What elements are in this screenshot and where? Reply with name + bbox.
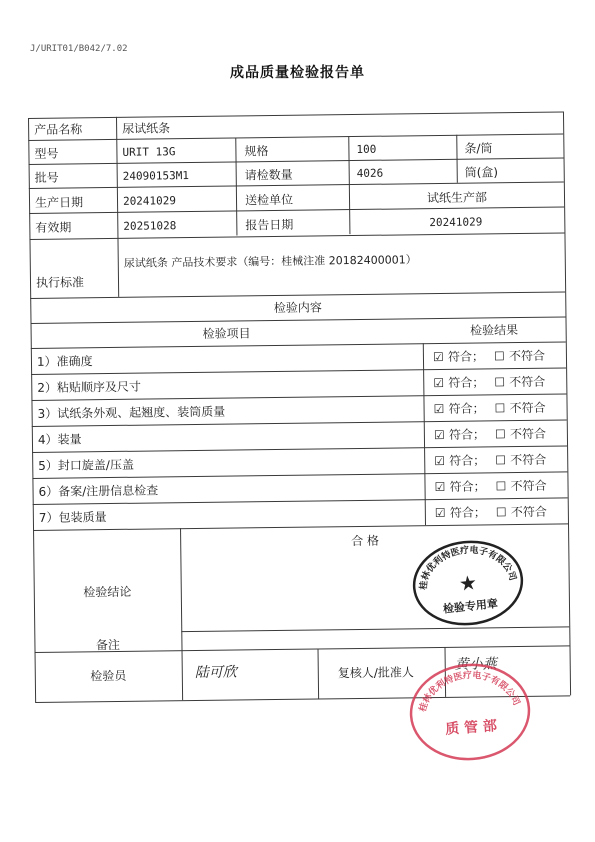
result-fail-label: 不符合 <box>509 400 546 416</box>
model-value: URIT 13G <box>122 145 176 159</box>
spec-unit: 条/筒 <box>464 141 493 156</box>
result-fail-label: 不符合 <box>510 478 547 494</box>
result-pass-check: ☑ <box>434 479 446 495</box>
submitting-unit-label: 送检单位 <box>244 192 294 208</box>
product-name-value: 尿试纸条 <box>122 121 171 136</box>
result-fail-box: ☐ <box>494 427 506 442</box>
approver-signature: 黄小燕 <box>454 656 497 673</box>
result-fail-box: ☐ <box>495 505 507 520</box>
inspection-item: 4）装量 <box>37 432 82 447</box>
result-pass-check: ☑ <box>434 505 446 521</box>
result-fail-box: ☐ <box>494 401 506 416</box>
result-pass-label: 符合； <box>447 349 485 364</box>
inspection-item: 2）粘贴顺序及尺寸 <box>37 379 142 395</box>
report-date-label: 报告日期 <box>245 217 294 233</box>
model-label: 型号 <box>34 146 59 161</box>
inspector-label: 检验员 <box>90 668 127 684</box>
remarks-label: 备注 <box>95 637 121 653</box>
approver-label: 复核人/批准人 <box>337 665 414 681</box>
result-pass-label: 符合； <box>449 479 486 494</box>
production-date-value: 20241029 <box>122 194 177 208</box>
star-icon: ★ <box>457 570 479 596</box>
expiry-date-label: 有效期 <box>35 220 72 235</box>
result-pass-label: 符合； <box>448 427 486 442</box>
result-fail-label: 不符合 <box>509 426 546 442</box>
submitting-unit-value: 试纸生产部 <box>426 190 488 206</box>
production-date-label: 生产日期 <box>34 195 84 210</box>
spec-value: 100 <box>356 142 377 156</box>
result-fail-box: ☐ <box>493 349 505 364</box>
result-column-header: 检验结果 <box>470 323 519 338</box>
conclusion-value: 合 格 <box>351 533 380 549</box>
result-pass-check: ☑ <box>433 375 445 391</box>
report-date-value: 20241029 <box>429 215 483 230</box>
result-pass-check: ☑ <box>433 427 445 443</box>
result-fail-label: 不符合 <box>508 348 546 364</box>
page-title: 成品质量检验报告单 <box>230 65 365 81</box>
quality-dept-stamp <box>405 658 536 766</box>
item-column-header: 检验项目 <box>202 326 251 341</box>
doc-code: J/URIT01/B042/7.02 <box>30 44 128 54</box>
quantity-label: 请检数量 <box>244 167 293 183</box>
inspector-signature: 陆可欣 <box>194 664 237 682</box>
result-fail-box: ☐ <box>495 479 507 494</box>
conclusion-label: 检验结论 <box>83 584 132 600</box>
inspection-seal-label: 检验专用章 <box>442 597 499 616</box>
result-pass-label: 符合； <box>448 401 485 416</box>
standard-value: 尿试纸条 产品技术要求（编号：桂械注准 20182400001） <box>123 253 417 270</box>
standard-label: 执行标准 <box>35 275 85 290</box>
result-pass-check: ☑ <box>434 453 446 469</box>
result-fail-label: 不符合 <box>510 452 547 468</box>
quality-seal-label: 质 管 部 <box>444 718 498 738</box>
inspection-item: 7）包装质量 <box>38 510 107 525</box>
result-pass-label: 符合； <box>448 375 485 390</box>
inspection-seal-text: 桂林优利特医疗电子有限公司 <box>419 545 518 591</box>
quality-seal-text: 桂林优利特医疗电子有限公司 <box>418 670 522 714</box>
result-pass-check: ☑ <box>433 401 445 417</box>
result-pass-label: 符合； <box>449 505 486 520</box>
inspection-item: 6）备案/注册信息检查 <box>38 483 159 499</box>
result-fail-box: ☐ <box>495 453 507 468</box>
quantity-unit: 筒(盒) <box>464 165 499 180</box>
inspection-item: 3）试纸条外观、起翘度、装筒质量 <box>37 404 226 421</box>
inspection-item: 1）准确度 <box>36 354 93 369</box>
result-pass-check: ☑ <box>432 349 444 365</box>
inspection-item: 5）封口旋盖/压盖 <box>38 457 135 473</box>
inspection-seal-stamp <box>408 534 528 631</box>
inspection-section-title: 检验内容 <box>273 300 322 316</box>
expiry-date-value: 20251028 <box>123 219 177 233</box>
result-pass-label: 符合； <box>449 453 486 468</box>
result-fail-label: 不符合 <box>510 504 547 520</box>
batch-value: 24090153M1 <box>122 169 190 183</box>
result-fail-box: ☐ <box>494 375 506 390</box>
batch-label: 批号 <box>34 170 59 185</box>
spec-label: 规格 <box>244 144 269 159</box>
result-fail-label: 不符合 <box>509 374 546 390</box>
product-name-label: 产品名称 <box>34 122 83 137</box>
quantity-value: 4026 <box>356 166 384 180</box>
